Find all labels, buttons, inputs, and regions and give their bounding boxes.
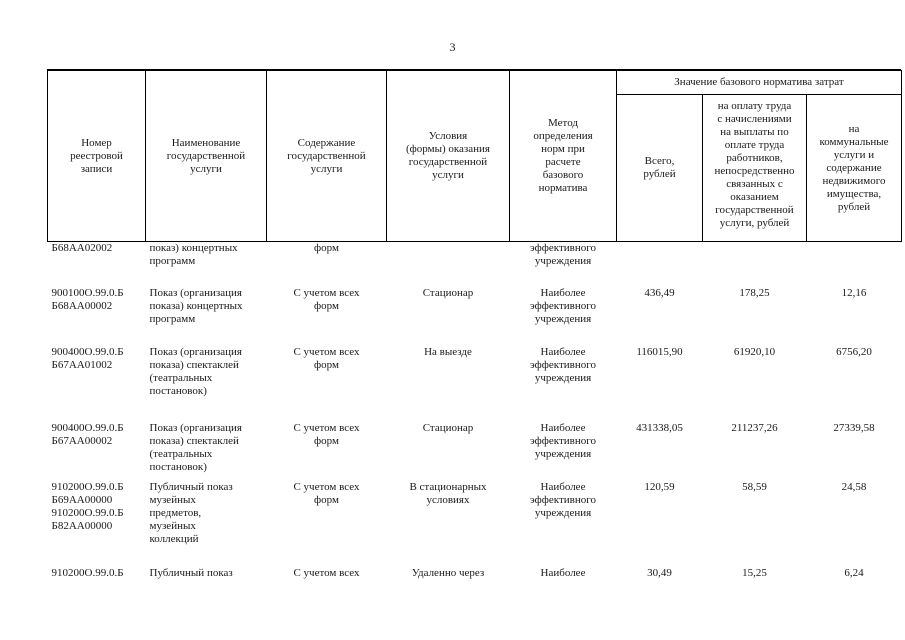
cell-utilities: 27339,58	[833, 421, 875, 434]
table-row	[48, 346, 902, 422]
cell-content: С учетом всех форм	[293, 345, 360, 371]
cell-labor: 58,59	[742, 480, 767, 493]
page-number: 3	[449, 40, 456, 54]
cell-conditions: Стационар	[422, 421, 474, 434]
header-service-name: Наименование государственной услуги	[146, 71, 267, 242]
cell-labor: 61920,10	[733, 345, 776, 358]
cell-content: С учетом всех	[293, 566, 360, 579]
cell-name: Публичный показ музейных предметов, музейных коллекций	[149, 480, 233, 545]
cell-content: С учетом всех форм	[293, 421, 360, 447]
cell-total: 120,59	[644, 480, 675, 493]
header-registry-number: Номер реестровой записи	[48, 71, 146, 242]
cell-utilities: 12,16	[841, 286, 867, 299]
cell-code: 910200О.99.0.Б	[51, 566, 124, 579]
table-row	[48, 481, 902, 567]
cell-content: С учетом всех форм	[293, 286, 360, 312]
header-row-1	[48, 71, 902, 95]
header-total: Всего, рублей	[617, 95, 703, 242]
cell-method: Наиболее эффективного учреждения	[530, 480, 596, 519]
table-row	[48, 567, 902, 587]
cell-utilities	[807, 242, 902, 287]
header-base-norm-group: Значение базового норматива затрат	[617, 71, 902, 95]
cell-code: 910200О.99.0.Б Б69АА00000 910200О.99.0.Б Б82АА00000	[51, 480, 124, 532]
cell-content: С учетом всех форм	[293, 480, 360, 506]
table-row	[48, 422, 902, 481]
cell-method: Наиболее эффективного учреждения	[530, 286, 596, 325]
table-row	[48, 287, 902, 346]
cell-method: Наиболее	[540, 566, 586, 579]
cell-code: 900100О.99.0.Б Б68АА00002	[51, 286, 124, 312]
table-row	[48, 242, 902, 287]
cell-code: 900400О.99.0.Б Б67АА01002	[51, 345, 124, 371]
cell-labor: 178,25	[739, 286, 770, 299]
cell-name: Показ (организация показа) концертных программ	[149, 286, 243, 325]
header-service-conditions: Условия (формы) оказания государственной услуги	[387, 71, 510, 242]
cell-conditions: В стационарных условиях	[409, 480, 487, 506]
cell-name: показ) концертных программ	[149, 242, 238, 267]
cell-code: 900400О.99.0.Б Б67АА00002	[51, 421, 124, 447]
cell-conditions: На выезде	[424, 345, 472, 358]
cell-total: 30,49	[647, 566, 672, 579]
cell-labor	[703, 242, 807, 287]
cell-conditions: Удаленно через	[411, 566, 485, 579]
cell-utilities: 6,24	[844, 566, 864, 579]
header-labor-costs: на оплату труда с начислениями на выплаты по оплате труда работников, непосредственно связанных с оказанием государственной услуги, рублей	[703, 95, 807, 242]
cell-name: Публичный показ	[149, 566, 233, 579]
cell-total: 436,49	[644, 286, 675, 299]
cell-code: Б68АА02002	[51, 242, 113, 254]
cell-method: эффективного учреждения	[530, 242, 596, 267]
header-service-content: Содержание государственной услуги	[267, 71, 387, 242]
cell-content: форм	[314, 242, 339, 254]
cell-method: Наиболее эффективного учреждения	[530, 345, 596, 384]
cell-total: 116015,90	[636, 345, 683, 358]
header-utility-costs: на коммунальные услуги и содержание недвижимого имущества, рублей	[807, 95, 902, 242]
cell-labor: 15,25	[742, 566, 767, 579]
cell-name: Показ (организация показа) спектаклей (театральных постановок)	[149, 421, 242, 473]
cell-utilities: 6756,20	[836, 345, 872, 358]
header-method: Метод определения норм при расчете базового норматива	[510, 71, 617, 242]
cell-utilities: 24,58	[841, 480, 867, 493]
cell-total	[617, 242, 703, 287]
cell-name: Показ (организация показа) спектаклей (театральных постановок)	[149, 345, 242, 397]
cell-total: 431338,05	[636, 421, 683, 434]
cell-labor: 211237,26	[731, 421, 778, 434]
cell-method: Наиболее эффективного учреждения	[530, 421, 596, 460]
cell-conditions: Стационар	[422, 286, 474, 299]
cell-conditions	[387, 242, 510, 287]
norms-table	[47, 69, 901, 587]
